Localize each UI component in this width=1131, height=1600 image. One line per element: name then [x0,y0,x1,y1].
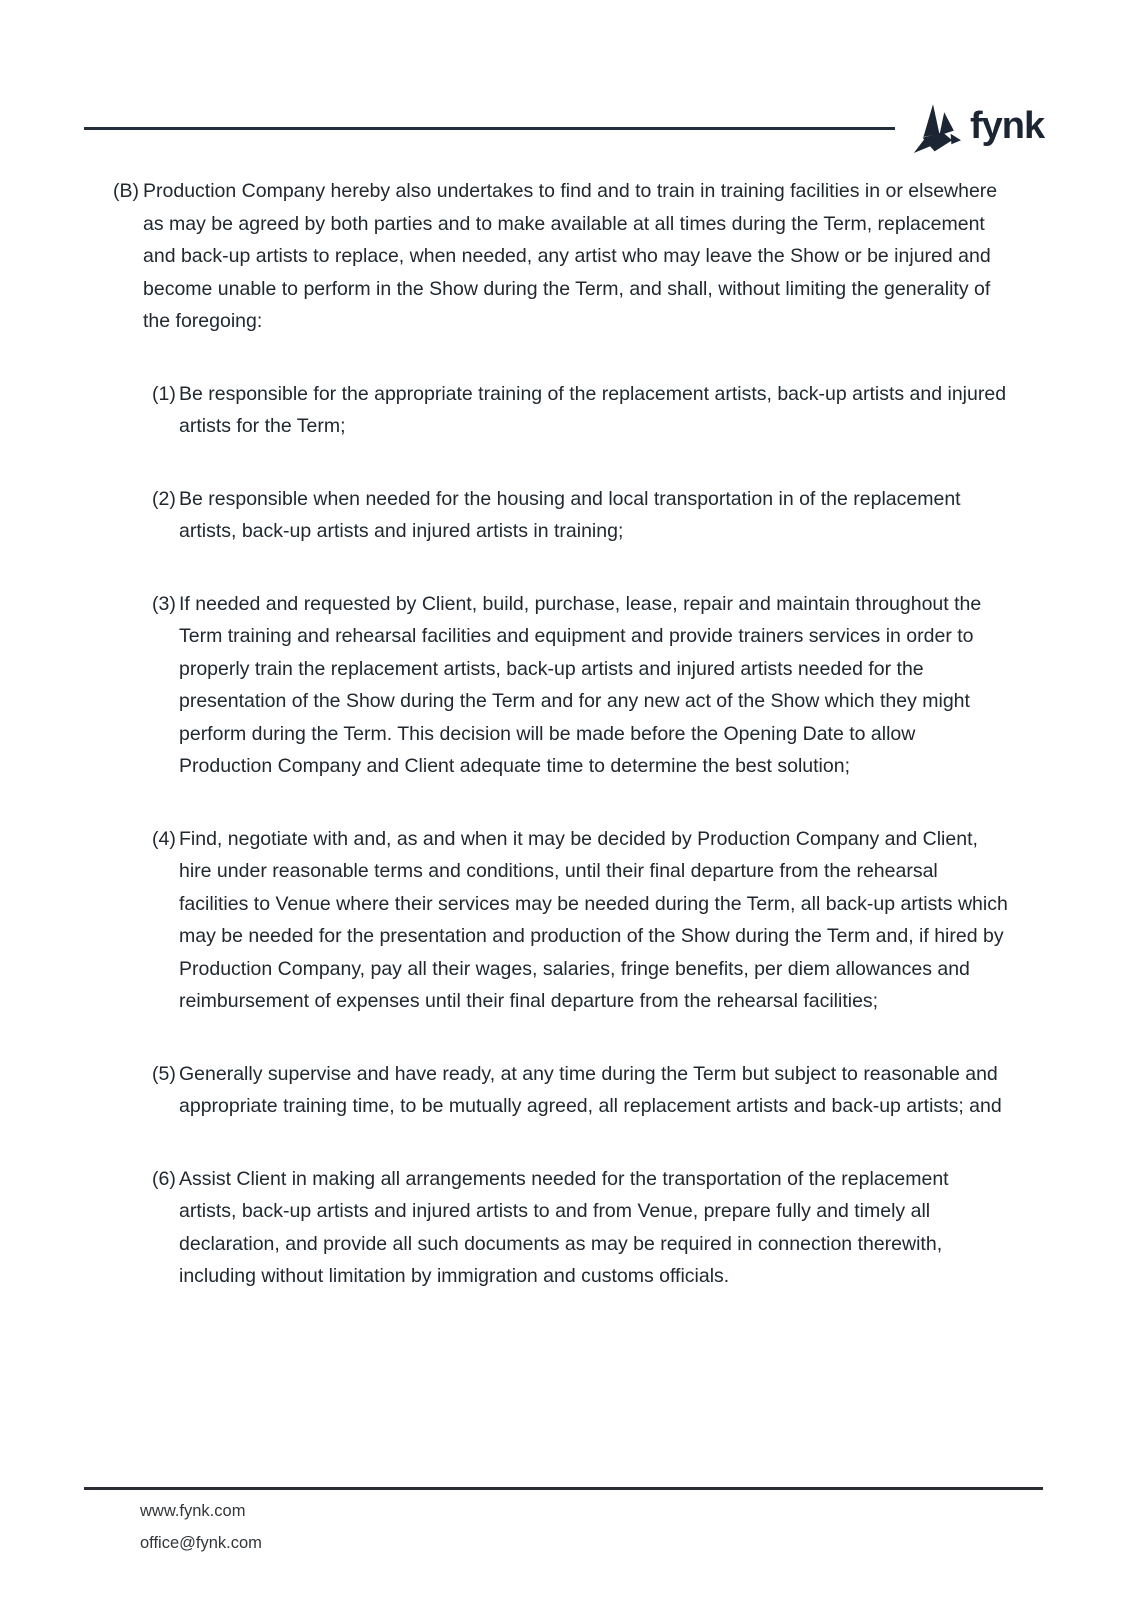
clause-item-4-text: Find, negotiate with and, as and when it may be decided by Production Company and Client, hire under reasonable terms and conditions, until their final departure from the rehearsal facilities to Venue where their services may be needed during the Term, all back-up artists which may be needed for the presentation and production of the Show during the Term and, if hired by Production Company, pay all their wages, salaries, fringe benefits, per diem allowances and reimbursement of expenses until their final departure from the rehearsal facilities; [179,827,1008,1012]
clause-item-4-label: (4) [152,827,176,850]
clause-b-label: (B) [113,180,139,202]
contract-body [113,175,1010,1293]
clause-item-3 [152,588,1010,783]
footer-website: www.fynk.com [140,1502,246,1520]
clause-item-5-text: Generally supervise and have ready, at any time during the Term but subject to reasonable and appropriate training time, to be mutually agreed, all replacement artists and back-up artists; and [179,1062,1002,1117]
origami-crane-icon [913,100,961,158]
clause-item-2 [152,483,1010,548]
footer-email: office@fynk.com [140,1533,262,1552]
footer-divider [84,1487,1043,1490]
clause-item-1 [152,378,1010,443]
clause-item-1-label: (1) [152,382,176,405]
clause-item-4 [152,823,1010,1018]
footer-contact [140,1496,262,1559]
clause-item-2-text: Be responsible when needed for the housing and local transportation in of the replacement artists, back-up artists and injured artists in training; [179,487,961,542]
clause-item-5 [152,1058,1010,1123]
fynk-logo [913,100,1044,158]
clause-b [113,175,1010,338]
clause-item-3-label: (3) [152,592,176,615]
clause-item-6-label: (6) [152,1167,176,1190]
clause-item-3-text: If needed and requested by Client, build, purchase, lease, repair and maintain throughout the Term training and rehearsal facilities and equipment and provide trainers services in order to properly train the replacement artists, back-up artists and injured artists needed for the presentation of the Show during the Term and for any new act of the Show which they might perform during the Term. This decision will be made before the Opening Date to allow Production Company and Client adequate time to determine the best solution; [179,592,982,777]
clause-item-1-text: Be responsible for the appropriate training of the replacement artists, back-up artists and injured artists for the Term; [179,382,1007,437]
clause-b-text: Production Company hereby also undertakes to find and to train in training facilities in or elsewhere as may be agreed by both parties and to make available at all times during the Term, replacement and back-up artists to replace, when needed, any artist who may leave the Show or be injured and become unable to perform in the Show during the Term, and shall, without limiting the generality of the foregoing: [143,180,998,332]
clause-item-2-label: (2) [152,487,176,510]
clause-item-list [152,378,1010,1293]
clause-item-6 [152,1163,1010,1293]
clause-item-5-label: (5) [152,1062,176,1085]
clause-item-6-text: Assist Client in making all arrangements needed for the transportation of the replacement artists, back-up artists and injured artists to and from Venue, prepare fully and timely all declaration, and provide all such documents as may be required in connection therewith, including without limitation by immigration and customs officials. [179,1167,949,1287]
fynk-wordmark: fynk [970,105,1045,147]
header-divider [84,127,895,130]
